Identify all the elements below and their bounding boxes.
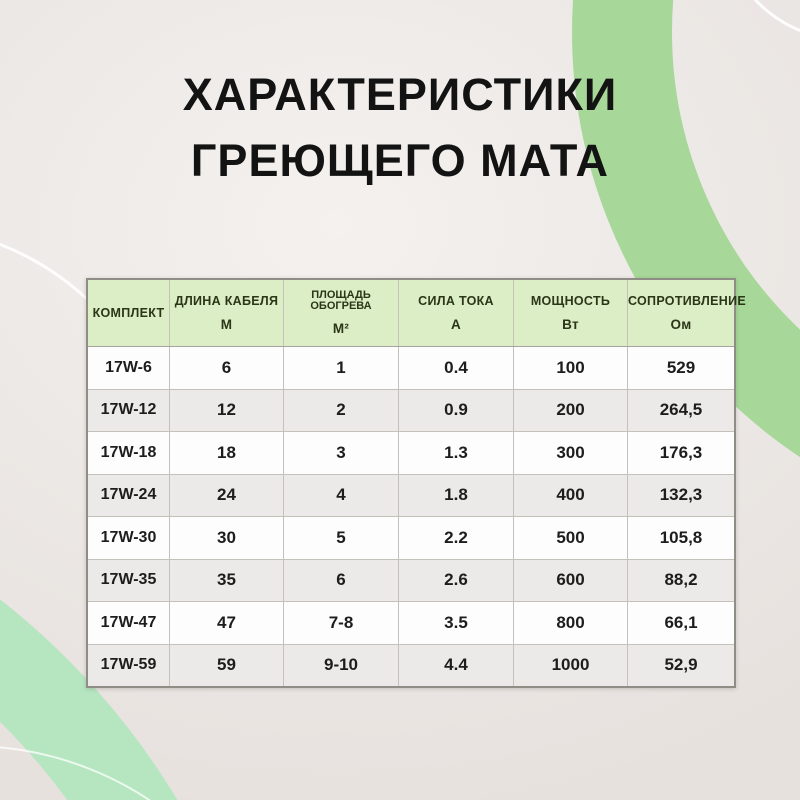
value-cell: 4 (284, 474, 399, 517)
value-cell: 500 (514, 517, 628, 560)
value-cell: 2.6 (399, 559, 514, 602)
kit-cell: 17W-47 (87, 602, 170, 645)
value-cell: 300 (514, 432, 628, 475)
value-cell: 1.3 (399, 432, 514, 475)
header-row (87, 279, 735, 347)
column-unit: М (220, 316, 233, 332)
value-cell: 600 (514, 559, 628, 602)
value-cell: 2.2 (399, 517, 514, 560)
value-cell: 100 (514, 347, 628, 390)
heating-mat-spec-table (86, 278, 747, 688)
value-cell: 6 (284, 559, 399, 602)
kit-cell: 17W-24 (87, 474, 170, 517)
value-cell: 9-10 (284, 644, 399, 687)
value-cell: 1.8 (399, 474, 514, 517)
value-cell: 88,2 (628, 559, 736, 602)
value-cell: 132,3 (628, 474, 736, 517)
value-cell: 4.4 (399, 644, 514, 687)
value-cell: 12 (170, 389, 284, 432)
value-cell: 52,9 (628, 644, 736, 687)
value-cell: 1 (284, 347, 399, 390)
column-header-1 (170, 279, 284, 347)
value-cell: 1000 (514, 644, 628, 687)
value-cell: 105,8 (628, 517, 736, 560)
value-cell: 800 (514, 602, 628, 645)
kit-cell: 17W-6 (87, 347, 170, 390)
table-row (87, 517, 735, 560)
column-unit: Ом (670, 316, 692, 332)
kit-cell: 17W-18 (87, 432, 170, 475)
column-unit: А (450, 316, 462, 332)
table-row (87, 559, 735, 602)
column-label: ПЛОЩАДЬ ОБОГРЕВА (310, 289, 372, 313)
column-header-2 (284, 279, 399, 347)
value-cell: 47 (170, 602, 284, 645)
value-cell: 5 (284, 517, 399, 560)
kit-cell: 17W-12 (87, 389, 170, 432)
page-title-line-1: ХАРАКТЕРИСТИКИ (182, 69, 618, 120)
column-label: КОМПЛЕКТ (92, 305, 165, 320)
value-cell: 400 (514, 474, 628, 517)
value-cell: 18 (170, 432, 284, 475)
value-cell: 529 (628, 347, 736, 390)
value-cell: 0.4 (399, 347, 514, 390)
value-cell: 2 (284, 389, 399, 432)
value-cell: 3 (284, 432, 399, 475)
spec-table-body (87, 347, 735, 688)
column-header-3 (399, 279, 514, 347)
table-row (87, 389, 735, 432)
value-cell: 0.9 (399, 389, 514, 432)
page-title (0, 62, 800, 194)
value-cell: 3.5 (399, 602, 514, 645)
page-title-line-2: ГРЕЮЩЕГО МАТА (190, 135, 610, 186)
column-header-4 (514, 279, 628, 347)
value-cell: 66,1 (628, 602, 736, 645)
value-cell: 200 (514, 389, 628, 432)
kit-cell: 17W-35 (87, 559, 170, 602)
table-row (87, 474, 735, 517)
spec-table-container (86, 278, 747, 688)
column-label: МОЩНОСТЬ (530, 294, 611, 308)
value-cell: 35 (170, 559, 284, 602)
value-cell: 7-8 (284, 602, 399, 645)
value-cell: 59 (170, 644, 284, 687)
table-row (87, 602, 735, 645)
table-row (87, 644, 735, 687)
column-label: ДЛИНА КАБЕЛЯ (174, 294, 279, 308)
column-label: СИЛА ТОКА (418, 294, 494, 308)
value-cell: 176,3 (628, 432, 736, 475)
kit-cell: 17W-30 (87, 517, 170, 560)
table-row (87, 347, 735, 390)
value-cell: 24 (170, 474, 284, 517)
column-header-5 (628, 279, 747, 347)
column-unit: М² (332, 321, 350, 337)
value-cell: 264,5 (628, 389, 736, 432)
column-label: СОПРОТИВЛЕНИЕ (628, 294, 747, 308)
table-row (87, 432, 735, 475)
kit-cell: 17W-59 (87, 644, 170, 687)
spec-table-header (87, 279, 747, 347)
column-header-0 (87, 279, 170, 347)
value-cell: 6 (170, 347, 284, 390)
column-unit: Вт (562, 316, 579, 332)
value-cell: 30 (170, 517, 284, 560)
